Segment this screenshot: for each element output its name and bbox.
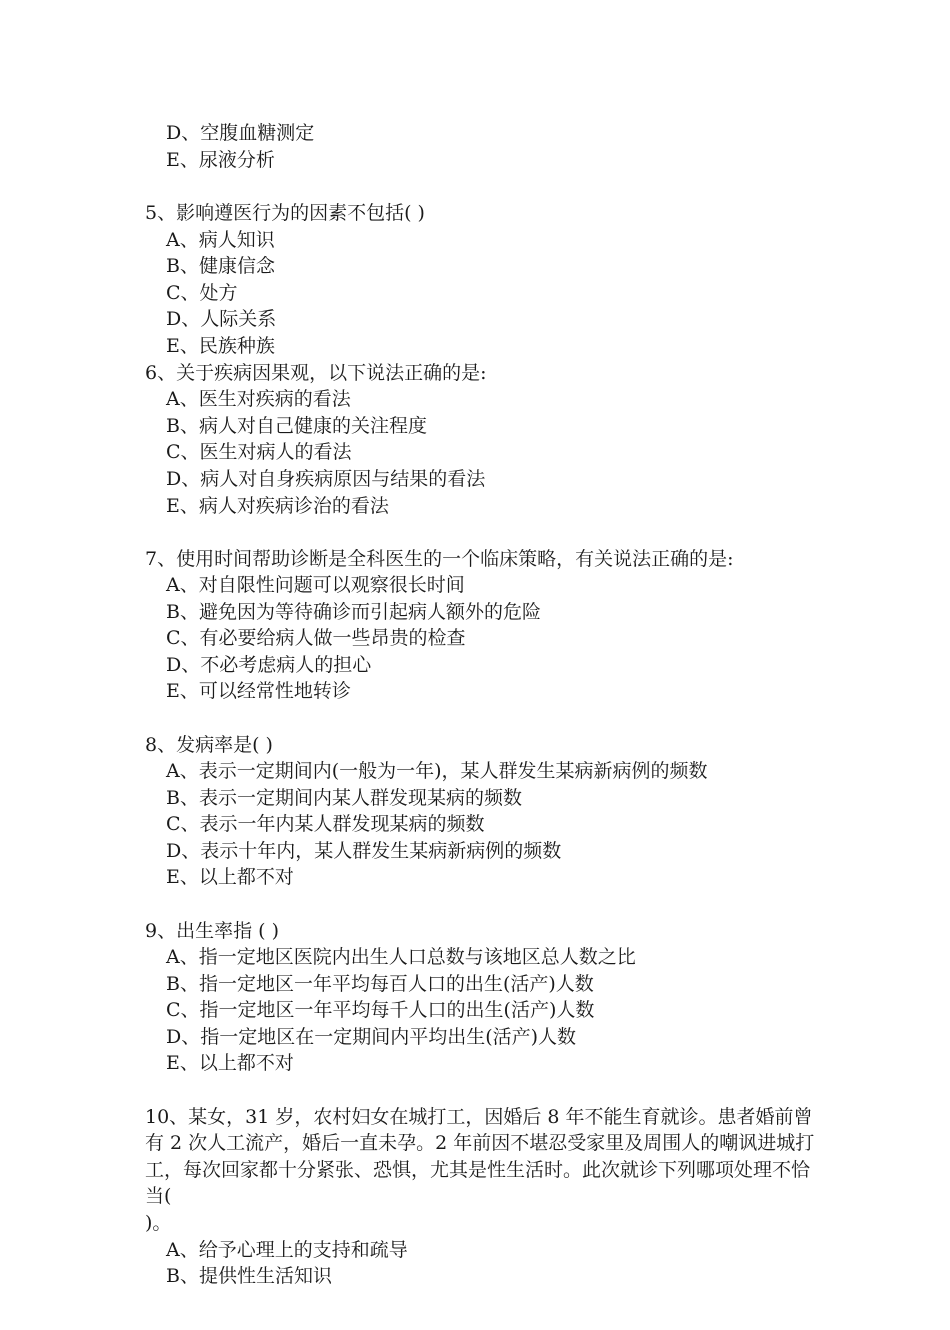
question-7-option-d: D、不必考虑病人的担心	[166, 654, 372, 676]
question-10-stem-line-5: )。	[145, 1212, 172, 1234]
question-5-option-d: D、人际关系	[166, 308, 277, 330]
question-5-option-b: B、健康信念	[166, 255, 275, 277]
question-6-option-d: D、病人对自身疾病原因与结果的看法	[166, 468, 486, 490]
question-10-option-a: A、给予心理上的支持和疏导	[166, 1239, 408, 1261]
question-7-stem: 7、使用时间帮助诊断是全科医生的一个临床策略，有关说法正确的是:	[145, 548, 734, 570]
question-8-option-e: E、以上都不对	[166, 866, 294, 888]
question-6-option-c: C、医生对病人的看法	[166, 441, 352, 463]
question-8-option-b: B、表示一定期间内某人群发现某病的频数	[166, 787, 522, 809]
question-8-stem: 8、发病率是( )	[145, 734, 273, 756]
question-6-option-a: A、医生对疾病的看法	[166, 388, 351, 410]
question-9-option-c: C、指一定地区一年平均每千人口的出生(活产)人数	[166, 999, 595, 1021]
question-10-stem-line-2: 有 2 次人工流产，婚后一直未孕。2 年前因不堪忍受家里及周围人的嘲讽进城打	[145, 1132, 815, 1154]
question-6-option-e: E、病人对疾病诊治的看法	[166, 495, 389, 517]
question-8-option-d: D、表示十年内，某人群发生某病新病例的频数	[166, 840, 562, 862]
question-6-stem: 6、关于疾病因果观，以下说法正确的是:	[145, 362, 487, 384]
question-10-stem-line-3: 工，每次回家都十分紧张、恐惧，尤其是性生活时。此次就诊下列哪项处理不恰	[145, 1159, 811, 1181]
question-9-option-e: E、以上都不对	[166, 1052, 294, 1074]
question-6-option-b: B、病人对自己健康的关注程度	[166, 415, 427, 437]
question-8-option-a: A、表示一定期间内(一般为一年)，某人群发生某病新病例的频数	[166, 760, 708, 782]
question-10-stem-line-4: 当(	[145, 1185, 172, 1207]
question-7-option-e: E、可以经常性地转诊	[166, 680, 351, 702]
question-9-option-d: D、指一定地区在一定期间内平均出生(活产)人数	[166, 1026, 577, 1048]
question-10-stem-line-1: 10、某女，31 岁，农村妇女在城打工，因婚后 8 年不能生育就诊。患者婚前曾	[145, 1106, 813, 1128]
question-10-option-b: B、提供性生活知识	[166, 1265, 332, 1287]
question-7-option-c: C、有必要给病人做一些昂贵的检查	[166, 627, 466, 649]
question-7-option-a: A、对自限性问题可以观察很长时间	[166, 574, 465, 596]
question-7-option-b: B、避免因为等待确诊而引起病人额外的危险	[166, 601, 541, 623]
question-5-option-e: E、民族种族	[166, 335, 275, 357]
question-5-stem: 5、影响遵医行为的因素不包括( )	[145, 202, 425, 224]
question-8-option-c: C、表示一年内某人群发现某病的频数	[166, 813, 485, 835]
option-d: D、空腹血糖测定	[166, 122, 315, 144]
question-9-option-b: B、指一定地区一年平均每百人口的出生(活产)人数	[166, 973, 594, 995]
option-e: E、尿液分析	[166, 149, 275, 171]
question-9-stem: 9、出生率指 ( )	[145, 920, 279, 942]
question-5-option-c: C、处方	[166, 282, 238, 304]
question-9-option-a: A、指一定地区医院内出生人口总数与该地区总人数之比	[166, 946, 636, 968]
question-5-option-a: A、病人知识	[166, 229, 275, 251]
